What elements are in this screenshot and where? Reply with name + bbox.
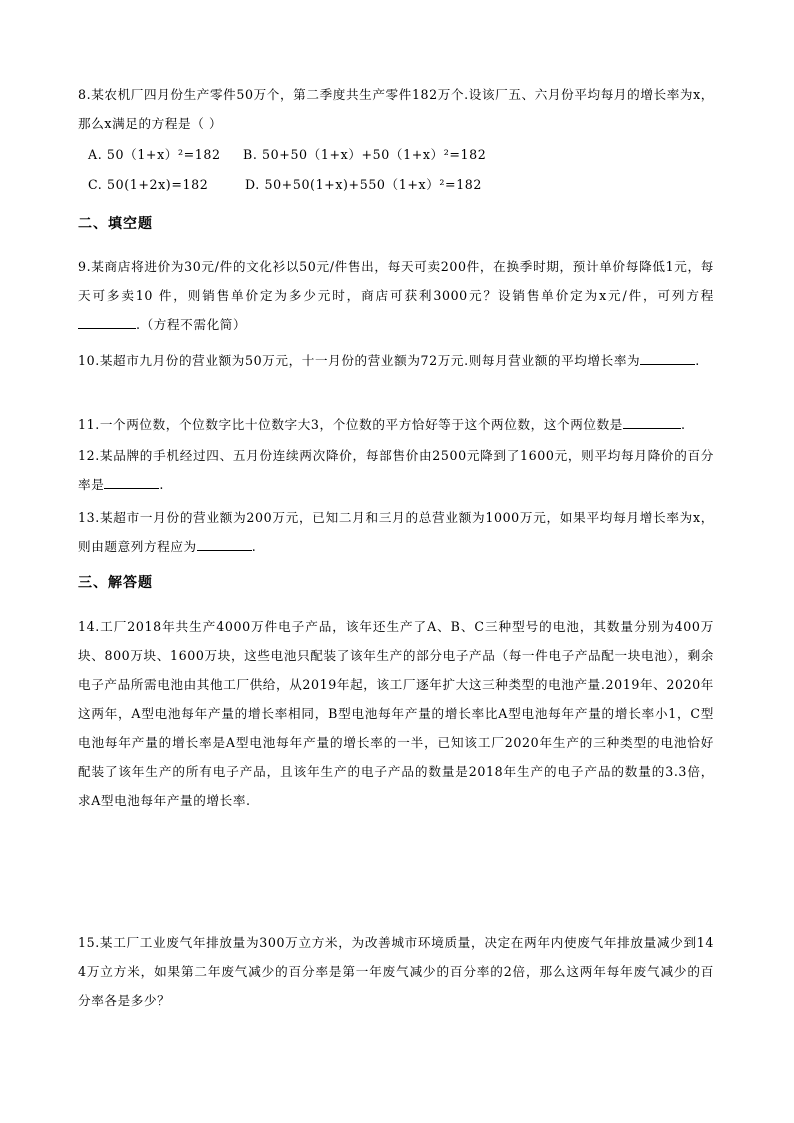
question-9: 9.某商店将进价为30元/件的文化衫以50元/件售出，每天可卖200件，在换季时期，预计单价每降低1元，每天可多卖10 件，则销售单价定为多少元时，商店可获利3000元？设销售单价定为x元/件，可列方程.（方程不需化简）: [78, 259, 714, 332]
answer-blank: [197, 536, 252, 551]
answer-blank: [78, 314, 136, 329]
question-14: 14.工厂2018年共生产4000万件电子产品，该年还生产了A、B、C三种型号的电池，其数量分别为400万块、800万块、1600万块，这些电池只配装了该年生产的部分电子产品（每一件电子产品配一块电池），剩余电子产品所需电池由其他工厂供给，从2019年起，该工厂逐年扩大这三种类型的电池产量.2019年、2020年这两年，A型电池每年产量的增长率相同，B型电池每年产量的增长率比A型电池每年产量的增长率小1，C型电池每年产量的增长率是A型电池每年产量的增长率的一半，已知该工厂2020年生产的三种类型的电池恰好配装了该年生产的所有电子产品，且该年生产的电子产品的数量是2018年生产的电子产品的数量的3.3倍，求A型电池每年产量的增长率.: [78, 619, 714, 808]
question-8-option-c: C. 50(1+2x)=182: [88, 177, 209, 192]
question-8-option-d: D. 50+50(1+x)+550（1+x）²=182: [245, 177, 483, 192]
section-heading-fill-in: 二、填空题: [78, 216, 153, 232]
section-heading-solve: 三、解答题: [78, 575, 153, 591]
answer-blank: [623, 414, 681, 429]
answer-blank: [104, 474, 159, 489]
question-11: 11.一个两位数，个位数字比十位数字大3，个位数的平方恰好等于这个两位数，这个两位数是 .: [78, 410, 714, 439]
question-10: 10.某超市九月份的营业额为50万元，十一月份的营业额为72万元.则每月营业额的平均增长率为 .: [78, 346, 714, 375]
answer-blank: [640, 350, 695, 365]
question-8-option-b: B. 50+50（1+x）+50（1+x）²=182: [243, 147, 487, 162]
question-12: 12.某品牌的手机经过四、五月份连续两次降价，每部售价由2500元降到了1600元，则平均每月降价的百分率是 .: [78, 448, 714, 492]
question-8-stem: 8.某农机厂四月份生产零件50万个，第二季度共生产零件182万个.设该厂五、六月份平均每月的增长率为x，那么x满足的方程是（ ）: [78, 87, 714, 131]
question-8-option-a: A. 50（1+x）²=182: [88, 147, 221, 162]
question-13: 13.某超市一月份的营业额为200万元，已知二月和三月的总营业额为1000万元，如果平均每月增长率为x，则由题意列方程应为 .: [78, 510, 714, 554]
question-15: 15.某工厂工业废气年排放量为300万立方米，为改善城市环境质量，决定在两年内使废气年排放量减少到144万立方米，如果第二年废气减少的百分率是第一年废气减少的百分率的2倍，那么这两年每年废气减少的百分率各是多少？: [78, 935, 714, 1008]
